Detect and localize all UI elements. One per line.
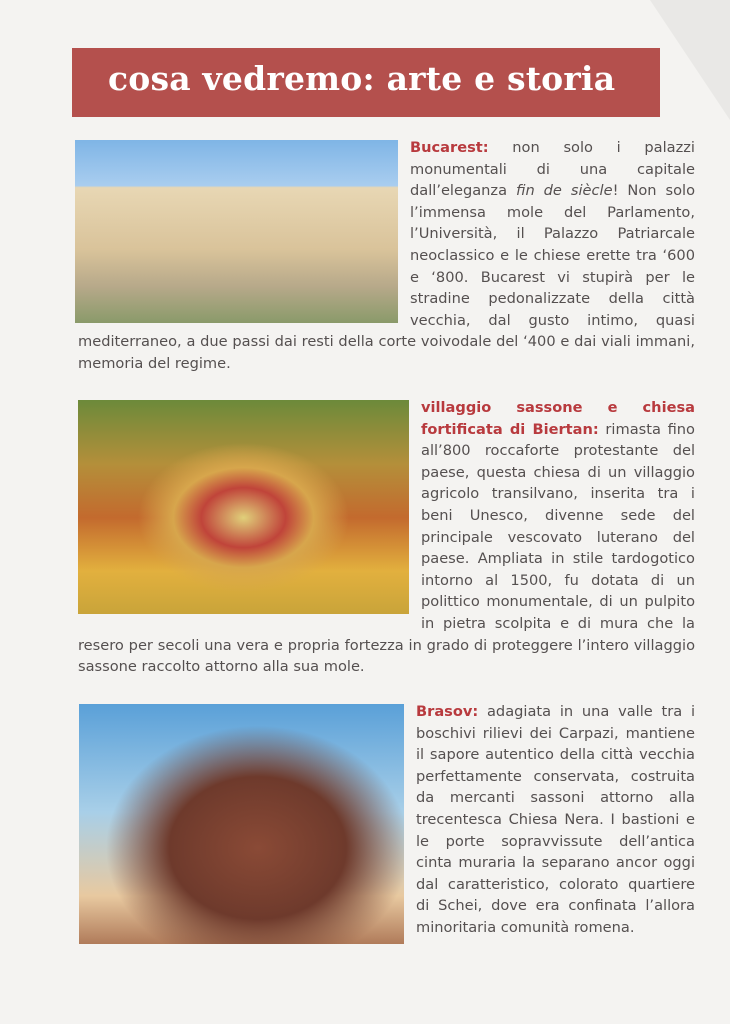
section-text: villaggio sassone e chiesa fortificata di Biertan: rimasta fino all’800 roccaforte protestante del paese, questa chiesa di un villaggio agricolo transilvano, inserita tra i beni Unesco, divenne sede del principale vescovato luterano del paese. Ampliata in stile tardogotico intorno al 1500, fu dotata di un polittico monumentale, di un pulpito in pietra scolpita e di mura che la resero per secoli una vera e propria fortezza in grado di proteggere l’intero villaggio sassone raccolto attorno alla sua mole. [78, 399, 695, 676]
section-biertan [78, 397, 695, 678]
page-corner-fold [650, 0, 730, 120]
bucharest-street-photo [75, 140, 398, 323]
section-text: Brasov: adagiata in una valle tra i boschivi rilievi dei Carpazi, mantiene il sapore autentico della città vecchia perfettamente conservata, costruita da mercanti sassoni attorno alla trecentesca Chiesa Nera. I bastioni e le porte sopravvissute dell’antica cinta muraria la separano ancor oggi dal caratteristico, colorato quartiere di Schei, dove era confinata l’allora minoritaria comunità romena. [416, 703, 695, 936]
page-title: cosa vedremo: arte e storia [108, 59, 616, 98]
title-banner [72, 48, 660, 117]
section-heading: Brasov: [416, 703, 479, 720]
section-text: Bucarest: non solo i palazzi monumentali di una capitale dall’eleganza fin de siècle! Non solo l’immensa mole del Parlamento, l’Università, il Palazzo Patriarcale neoclassico e le chiese erette tra ‘600 e ‘800. Bucarest vi stupirà per le stradine pedonalizzate della città vecchia, dal gusto intimo, quasi mediterraneo, a due passi dai resti della corte voivodale del ‘400 e dai viali immani, memoria del regime. [78, 139, 696, 372]
brasov-black-church-photo [79, 704, 404, 944]
section-heading: villaggio sassone e chiesa fortificata di Biertan: [421, 399, 695, 438]
biertan-fortified-church-photo [78, 400, 409, 614]
section-heading: Bucarest: [410, 139, 489, 156]
section-brasov [78, 701, 695, 946]
section-bucarest [78, 137, 695, 375]
